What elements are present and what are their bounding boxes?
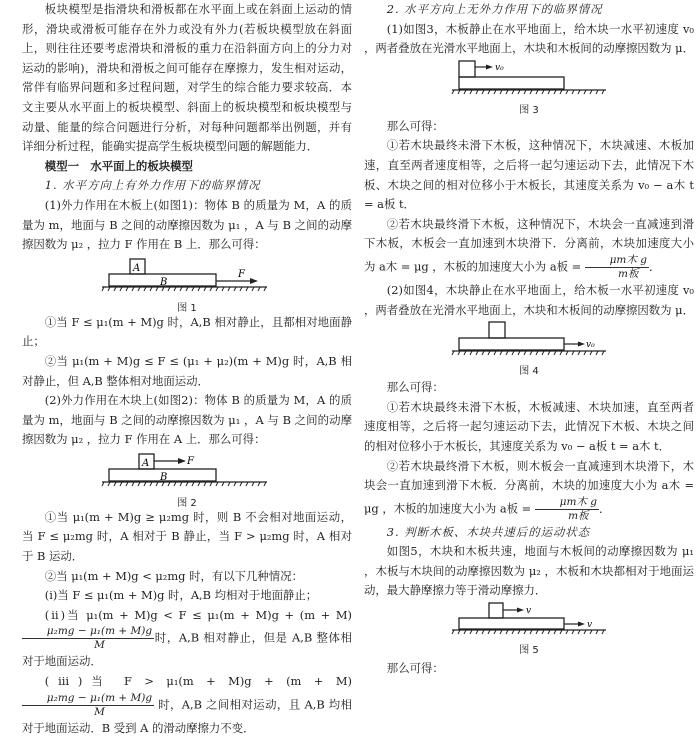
fraction-accel: [585, 254, 649, 281]
figure-3-caption: 图 3: [519, 104, 539, 116]
fig1-label-a: A: [133, 262, 141, 274]
fraction-numerator: μ₂mg − μ₁(m + M)g: [22, 625, 154, 639]
case2-sub3: [22, 672, 352, 738]
case1-item1: ①当 F ≤ μ₁(m + M)g 时，A,B 相对静止，且都相对地面静止；: [22, 314, 352, 349]
case2-item2: ②当 μ₁(m + M)g < μ₂mg 时，有以下几种情况：: [44, 568, 303, 583]
fraction-numerator: μm木 g: [585, 254, 649, 268]
r-case1-item2: ②若木块最终滑下木板，这种情况下，木块会一直减速到滑下木板，木板会一直加速到木块滑下．分离前，木块加速度大小为 a木 = μg ，木板的加速度大小为 a板 = $\frac{\text{μm木 g}}{\text{m板}}$ ．: [364, 216, 694, 280]
fraction-numerator: μ₂mg − μ₁(m + M)g: [22, 692, 154, 706]
block: [459, 61, 475, 77]
figure-4-diagram: [364, 320, 694, 364]
force-arrow-icon: [178, 458, 186, 464]
case2-item1: ①当 μ₁(m + M)g ≥ μ₂mg 时，则 B 不会相对地面运动，当 F ≤ μ₂mg 时，A 相对于 B 静止，当 F > μ₂mg 时，A 相对于 B 运动．: [22, 509, 352, 564]
figure-3-diagram: [364, 59, 694, 103]
r-case2-item2-text: ②若木块最终滑下木板，则木板会一直减速到木块滑下，木块会一直加速到滑下木板．分离前，木块的加速度大小为 a木 = μg ，木板的加速度大小为 a板 =: [364, 458, 694, 516]
case2-sub2-pre: (ⅱ)当 μ₁(m + M)g < F ≤ μ₁(m + M)g + (m + M): [44, 607, 352, 622]
case2-sub3-pre: (ⅲ)当 F > μ₁(m + M)g + (m + M): [44, 674, 352, 689]
figure-3: [364, 59, 694, 117]
case2-sub2-post: 时，A,B 相对静止，但是 A,B 整体相对于地面运动．: [22, 630, 352, 669]
fig2-label-a: A: [142, 457, 150, 469]
figure-4-caption: 图 4: [519, 366, 539, 378]
r-case1-item1: ①若木块最终未滑下木板，这种情况下，木块减速、木板加速，直至两者速度相等，之后将一起匀速运动下去，此情况下木板、木块之间的相对位移小于木板长，其速度关系为 v₀ − a木 t = a板 t．: [364, 138, 694, 212]
case2-sub1: (ⅰ)当 F ≤ μ₁(m + M)g 时，A,B 均相对于地面静止；: [44, 588, 318, 603]
section3-title: 3. 判断木板、木块共速后的运动状态: [386, 524, 591, 539]
case2-sub3-post: 时，A,B 之间相对运动，且 A,B 均相对于地面运动．B 受到 A 的滑动摩擦力不变．: [22, 697, 352, 735]
figure-5-caption: 图 5: [519, 645, 539, 657]
velocity-arrow-icon: [578, 342, 585, 347]
board: [459, 338, 564, 350]
figure-2-diagram: [22, 450, 352, 494]
figure-2: [22, 450, 352, 508]
fig5-label-v-board: v: [587, 620, 593, 631]
fraction-sub2: [22, 625, 154, 652]
block: [489, 603, 503, 618]
figure-5: [364, 601, 694, 659]
section1-title: 1. 水平方向上有外力作用下的临界情况: [44, 178, 261, 193]
fraction-sub3: [22, 692, 154, 719]
fraction-denominator: M: [94, 639, 105, 652]
then-label-1: 那么可得：: [386, 118, 444, 133]
r-case3-paragraph: 如图5，木块和木板共速，地面与木板间的动摩擦因数为 μ₁ ，木板与木块间的动摩擦因数为 μ₂ ，木板和木块都相对于地面运动，最大静摩擦力等于滑动摩擦力．: [364, 544, 694, 598]
model1-heading: 模型一 水平面上的板块模型: [44, 158, 193, 173]
force-arrow-icon: [250, 278, 258, 284]
figure-5-diagram: [364, 601, 694, 645]
velocity-arrow-icon: [517, 608, 524, 613]
fig3-label-v: v₀: [495, 62, 504, 73]
r-case2-item1: ①若木块最终未滑下木板，木板减速、木块加速，直至两者速度相等，之后将一起匀速运动下去，此情况下木板、木块之间的相对位移小于木板长，其速度关系为 v₀ − a板 t = a木 t．: [364, 399, 694, 453]
figure-1-caption: 图 1: [177, 302, 197, 314]
case2-sub2: [22, 606, 352, 672]
case1-item2: ②当 μ₁(m + M)g ≤ F ≤ (μ₁ + μ₂)(m + M)g 时，A,B 相对静止，但 A,B 整体相对地面运动．: [22, 353, 352, 388]
then-label-3: 那么可得：: [386, 661, 444, 676]
fig4-label-v: v₀: [586, 340, 595, 351]
fraction-denominator: m板: [618, 267, 639, 280]
fig1-label-f: F: [238, 268, 245, 280]
velocity-arrow-icon: [486, 64, 493, 69]
r-case2-paragraph: (2)如图4，木块静止在水平地面上，给木板一水平初速度 v₀ ，两者叠放在光滑水平地面上，木块和木板间的动摩擦因数为 μ．: [364, 282, 694, 317]
fig2-label-f: F: [187, 455, 194, 467]
intro-paragraph: 板块模型是指滑块和滑板都在水平面上或在斜面上运动的情形，滑块或滑板可能存在外力或没有外力(若板块模型放在斜面上，则往往还要考虑滑块和滑板的重力在沿斜面方向上的分力对运动的影响)，滑块和滑板之间可能存在摩擦力，发生相对运动，常伴有临界问题和多过程问题，对学生的综合能力要求较高．本文主要从水平面上的板块模型、斜面上的板块模型和板块模型与动量、能量的综合问题进行分析，对每种问题都举出例题，并有详细分析过程，能确实提高学生板块模型问题的解题能力．: [22, 2, 352, 154]
fig1-label-b: B: [160, 276, 168, 288]
fraction-numerator: μm木 g: [535, 496, 599, 510]
fraction-denominator: m板: [568, 509, 589, 522]
r-case1-paragraph: (1)如图3，木板静止在水平地面上，给木块一水平初速度 v₀ ，两者叠放在光滑水平地面上，木块和木板间的动摩擦因数为 μ．: [364, 21, 694, 56]
figure-4: [364, 320, 694, 378]
section2-title: 2. 水平方向上无外力作用下的临界情况: [386, 2, 603, 16]
r-case2-item2: ②若木块最终滑下木板，则木板会一直减速到木块滑下，木块会一直加速到滑下木板．分离前，木块的加速度大小为 a木 = μg ，木板的加速度大小为 a板 = $\frac{\text{μm木 g}}{\text{m板}}$ ．: [364, 458, 694, 522]
left-column: [22, 0, 352, 738]
velocity-arrow-icon: [578, 622, 585, 627]
board: [459, 77, 564, 89]
then-label-2: 那么可得：: [386, 380, 444, 395]
figure-2-caption: 图 2: [177, 497, 197, 509]
figure-1-diagram: [22, 255, 352, 299]
fig5-label-v-block: v: [526, 606, 532, 617]
r-case1-item2-text: ②若木块最终滑下木板，这种情况下，木块会一直减速到滑下木板，木板会一直加速到木块滑下．分离前，木块加速度大小为 a木 = μg ，木板的加速度大小为 a板 =: [364, 216, 694, 274]
case1-paragraph: (1)外力作用在木板上(如图1)：物体 B 的质量为 M，A 的质量为 m，地面与 B 之间的动摩擦因数为 μ₁ ，A 与 B 之间的动摩擦因数为 μ₂ ，拉力 F 作用在 B 上．那么可得：: [22, 197, 352, 252]
block: [489, 322, 505, 338]
fig2-label-b: B: [160, 471, 168, 483]
board: [459, 618, 564, 629]
right-column: [364, 0, 694, 679]
fraction-accel: [535, 496, 599, 523]
figure-1: [22, 255, 352, 313]
fraction-denominator: M: [94, 705, 105, 718]
case2-paragraph: (2)外力作用在木块上(如图2)：物体 B 的质量为 M，A 的质量为 m，地面与 B 之间的动摩擦因数为 μ₁ ，A 与 B 之间的动摩擦因数为 μ₂ ，拉力 F 作用在 A 上．那么可得：: [22, 393, 352, 447]
